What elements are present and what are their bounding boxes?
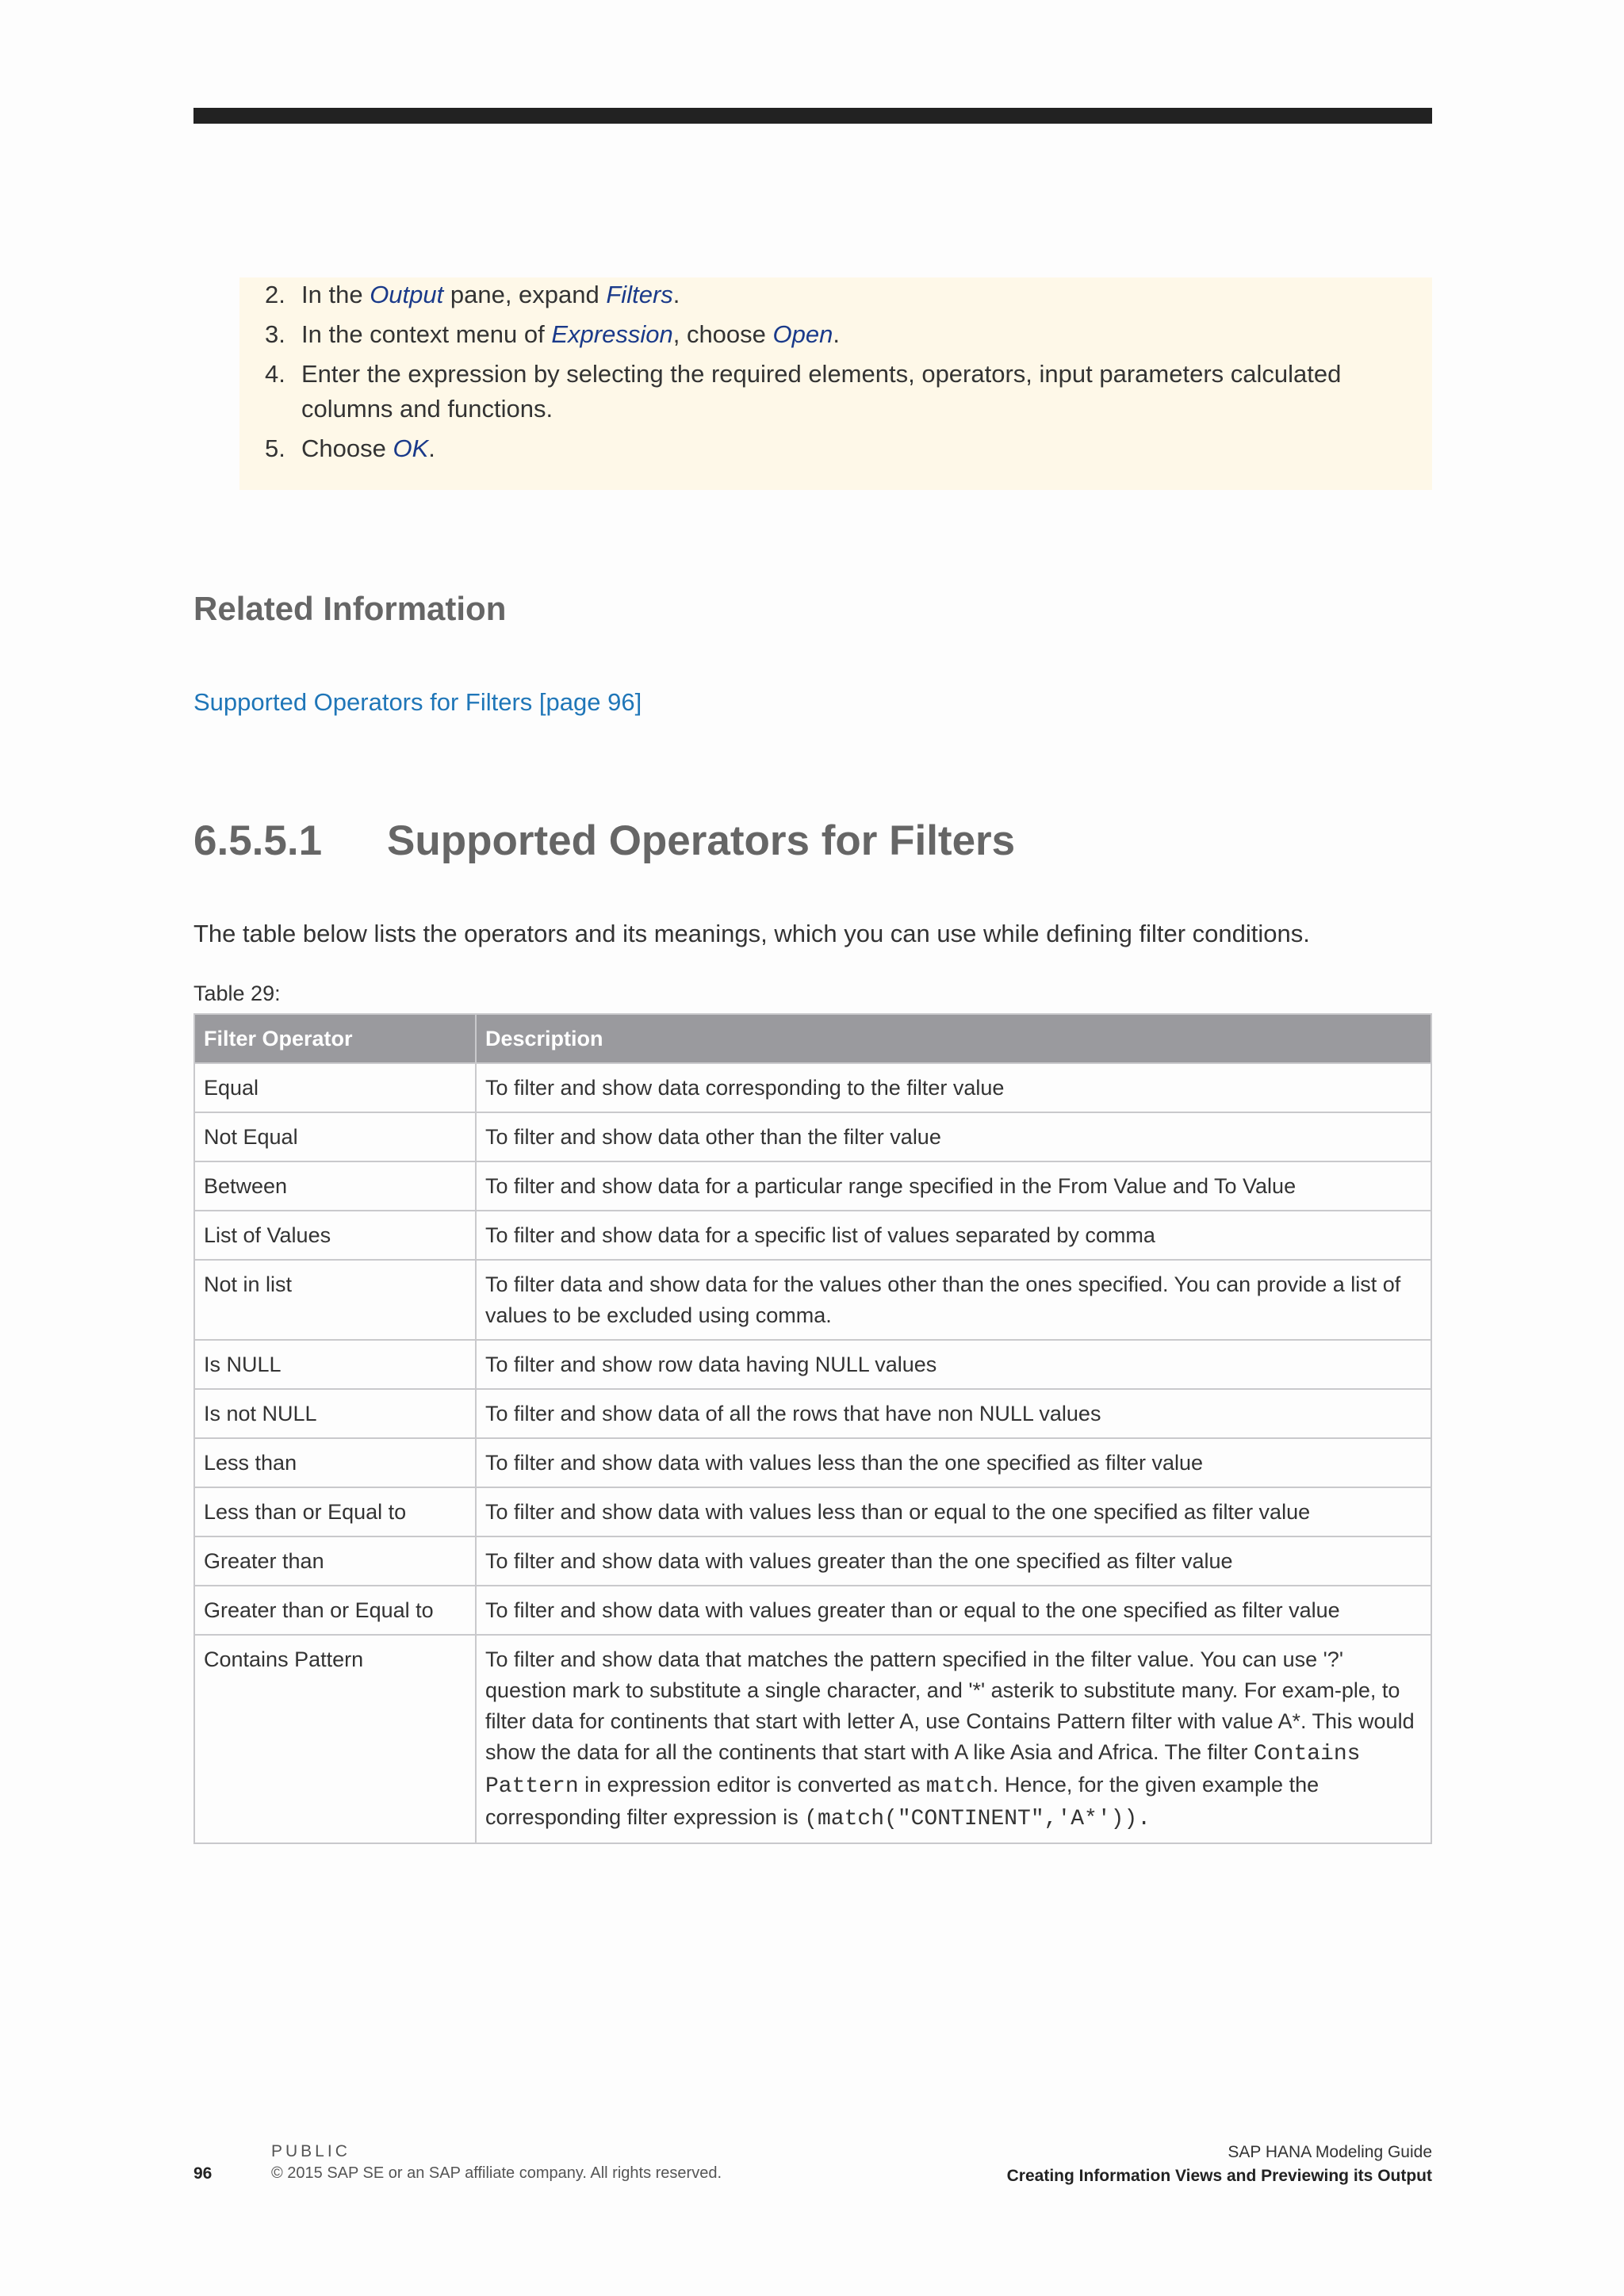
section-title: Supported Operators for Filters — [387, 817, 1016, 864]
table-row — [194, 1063, 1431, 1112]
description-cell: To filter and show data with values less than the one specified as filter value — [476, 1438, 1431, 1487]
chapter-title: Creating Information Views and Previewing its Output — [1006, 2167, 1432, 2185]
table-row — [194, 1586, 1431, 1635]
description-cell: To filter and show data that matches the pattern specified in the filter value. You can use '?' question mark to substitute a single character, and '*' asterik to substitute many. For exam-ple, to filter data for continents that start with letter A, use Contains Pattern filter with value A*. This would show the data for all the continents that start with A like Asia and Africa. The filter Contains Pattern in expression editor is converted as match. Hence, for the given example the corresponding filter expression is (match("CONTINENT",'A*')). — [476, 1635, 1431, 1843]
description-cell: To filter and show data with values greater than or equal to the one specified as filter value — [476, 1586, 1431, 1635]
step-4: 4. Enter the expression by selecting the required elements, operators, input parameters calculated columns and functions. — [265, 360, 1342, 423]
table-row — [194, 1340, 1431, 1389]
description-cell: To filter and show data other than the filter value — [476, 1112, 1431, 1161]
classification-label: PUBLIC — [271, 2142, 350, 2160]
operator-cell: Contains Pattern — [194, 1635, 476, 1843]
table-row — [194, 1487, 1431, 1536]
ui-term-output: Output — [370, 281, 444, 308]
operator-cell: Is not NULL — [194, 1389, 476, 1438]
step-5: 5. Choose OK. — [265, 434, 435, 462]
guide-title: SAP HANA Modeling Guide — [1228, 2143, 1432, 2161]
description-cell: To filter and show data for a particular range specified in the From Value and To Value — [476, 1161, 1431, 1211]
ui-term-open: Open — [772, 320, 833, 348]
table-row — [194, 1389, 1431, 1438]
operator-cell: Greater than — [194, 1536, 476, 1586]
operator-cell: Not Equal — [194, 1112, 476, 1161]
table-row — [194, 1112, 1431, 1161]
table-row — [194, 1260, 1431, 1340]
filter-operators-table — [193, 1013, 1432, 1844]
operator-cell: Not in list — [194, 1260, 476, 1340]
top-rule — [193, 108, 1432, 124]
code-filter-expression: (match("CONTINENT",'A*')). — [804, 1807, 1151, 1831]
section-number: 6.5.5.1 — [193, 817, 323, 864]
code-match: match — [925, 1774, 993, 1799]
ui-term-expression: Expression — [551, 320, 673, 348]
ui-term-ok: OK — [393, 434, 429, 462]
table-body — [194, 1063, 1431, 1635]
table-row — [194, 1211, 1431, 1260]
table-header-row — [194, 1014, 1431, 1063]
description-cell: To filter and show data corresponding to the filter value — [476, 1063, 1431, 1112]
table-row — [194, 1438, 1431, 1487]
table-caption: Table 29: — [193, 982, 281, 1005]
operator-cell: Less than or Equal to — [194, 1487, 476, 1536]
header-filter-operator: Filter Operator — [194, 1014, 476, 1063]
table-row — [194, 1161, 1431, 1211]
operator-cell: Is NULL — [194, 1340, 476, 1389]
operator-cell: Between — [194, 1161, 476, 1211]
description-cell: To filter and show data of all the rows that have non NULL values — [476, 1389, 1431, 1438]
code-contains-pattern: Contains Pattern — [485, 1742, 1361, 1799]
description-cell: To filter and show data with values less than or equal to the one specified as filter value — [476, 1487, 1431, 1536]
description-cell: To filter and show data with values greater than the one specified as filter value — [476, 1536, 1431, 1586]
table-row — [194, 1536, 1431, 1586]
ui-term-filters: Filters — [606, 281, 673, 308]
operator-cell: List of Values — [194, 1211, 476, 1260]
description-cell: To filter data and show data for the values other than the ones specified. You can provide a list of values to be excluded using comma. — [476, 1260, 1431, 1340]
description-cell: To filter and show data for a specific list of values separated by comma — [476, 1211, 1431, 1260]
intro-paragraph: The table below lists the operators and its meanings, which you can use while defining filter conditions. — [193, 920, 1310, 947]
copyright-notice: © 2015 SAP SE or an SAP affiliate company. All rights reserved. — [271, 2164, 722, 2182]
step-2: 2. In the Output pane, expand Filters. — [265, 281, 680, 308]
header-description: Description — [476, 1014, 1431, 1063]
related-information-heading: Related Information — [193, 590, 507, 627]
section-heading — [193, 813, 1015, 869]
page-number: 96 — [193, 2164, 213, 2183]
procedure-steps — [239, 277, 1432, 490]
table-row — [194, 1635, 1431, 1843]
operator-cell: Less than — [194, 1438, 476, 1487]
operator-cell: Equal — [194, 1063, 476, 1112]
related-link-supported-operators[interactable]: Supported Operators for Filters [page 96] — [193, 688, 642, 716]
description-cell: To filter and show row data having NULL values — [476, 1340, 1431, 1389]
operator-cell: Greater than or Equal to — [194, 1586, 476, 1635]
step-3: 3. In the context menu of Expression, choose Open. — [265, 320, 840, 348]
footer-right — [1007, 2141, 1432, 2188]
